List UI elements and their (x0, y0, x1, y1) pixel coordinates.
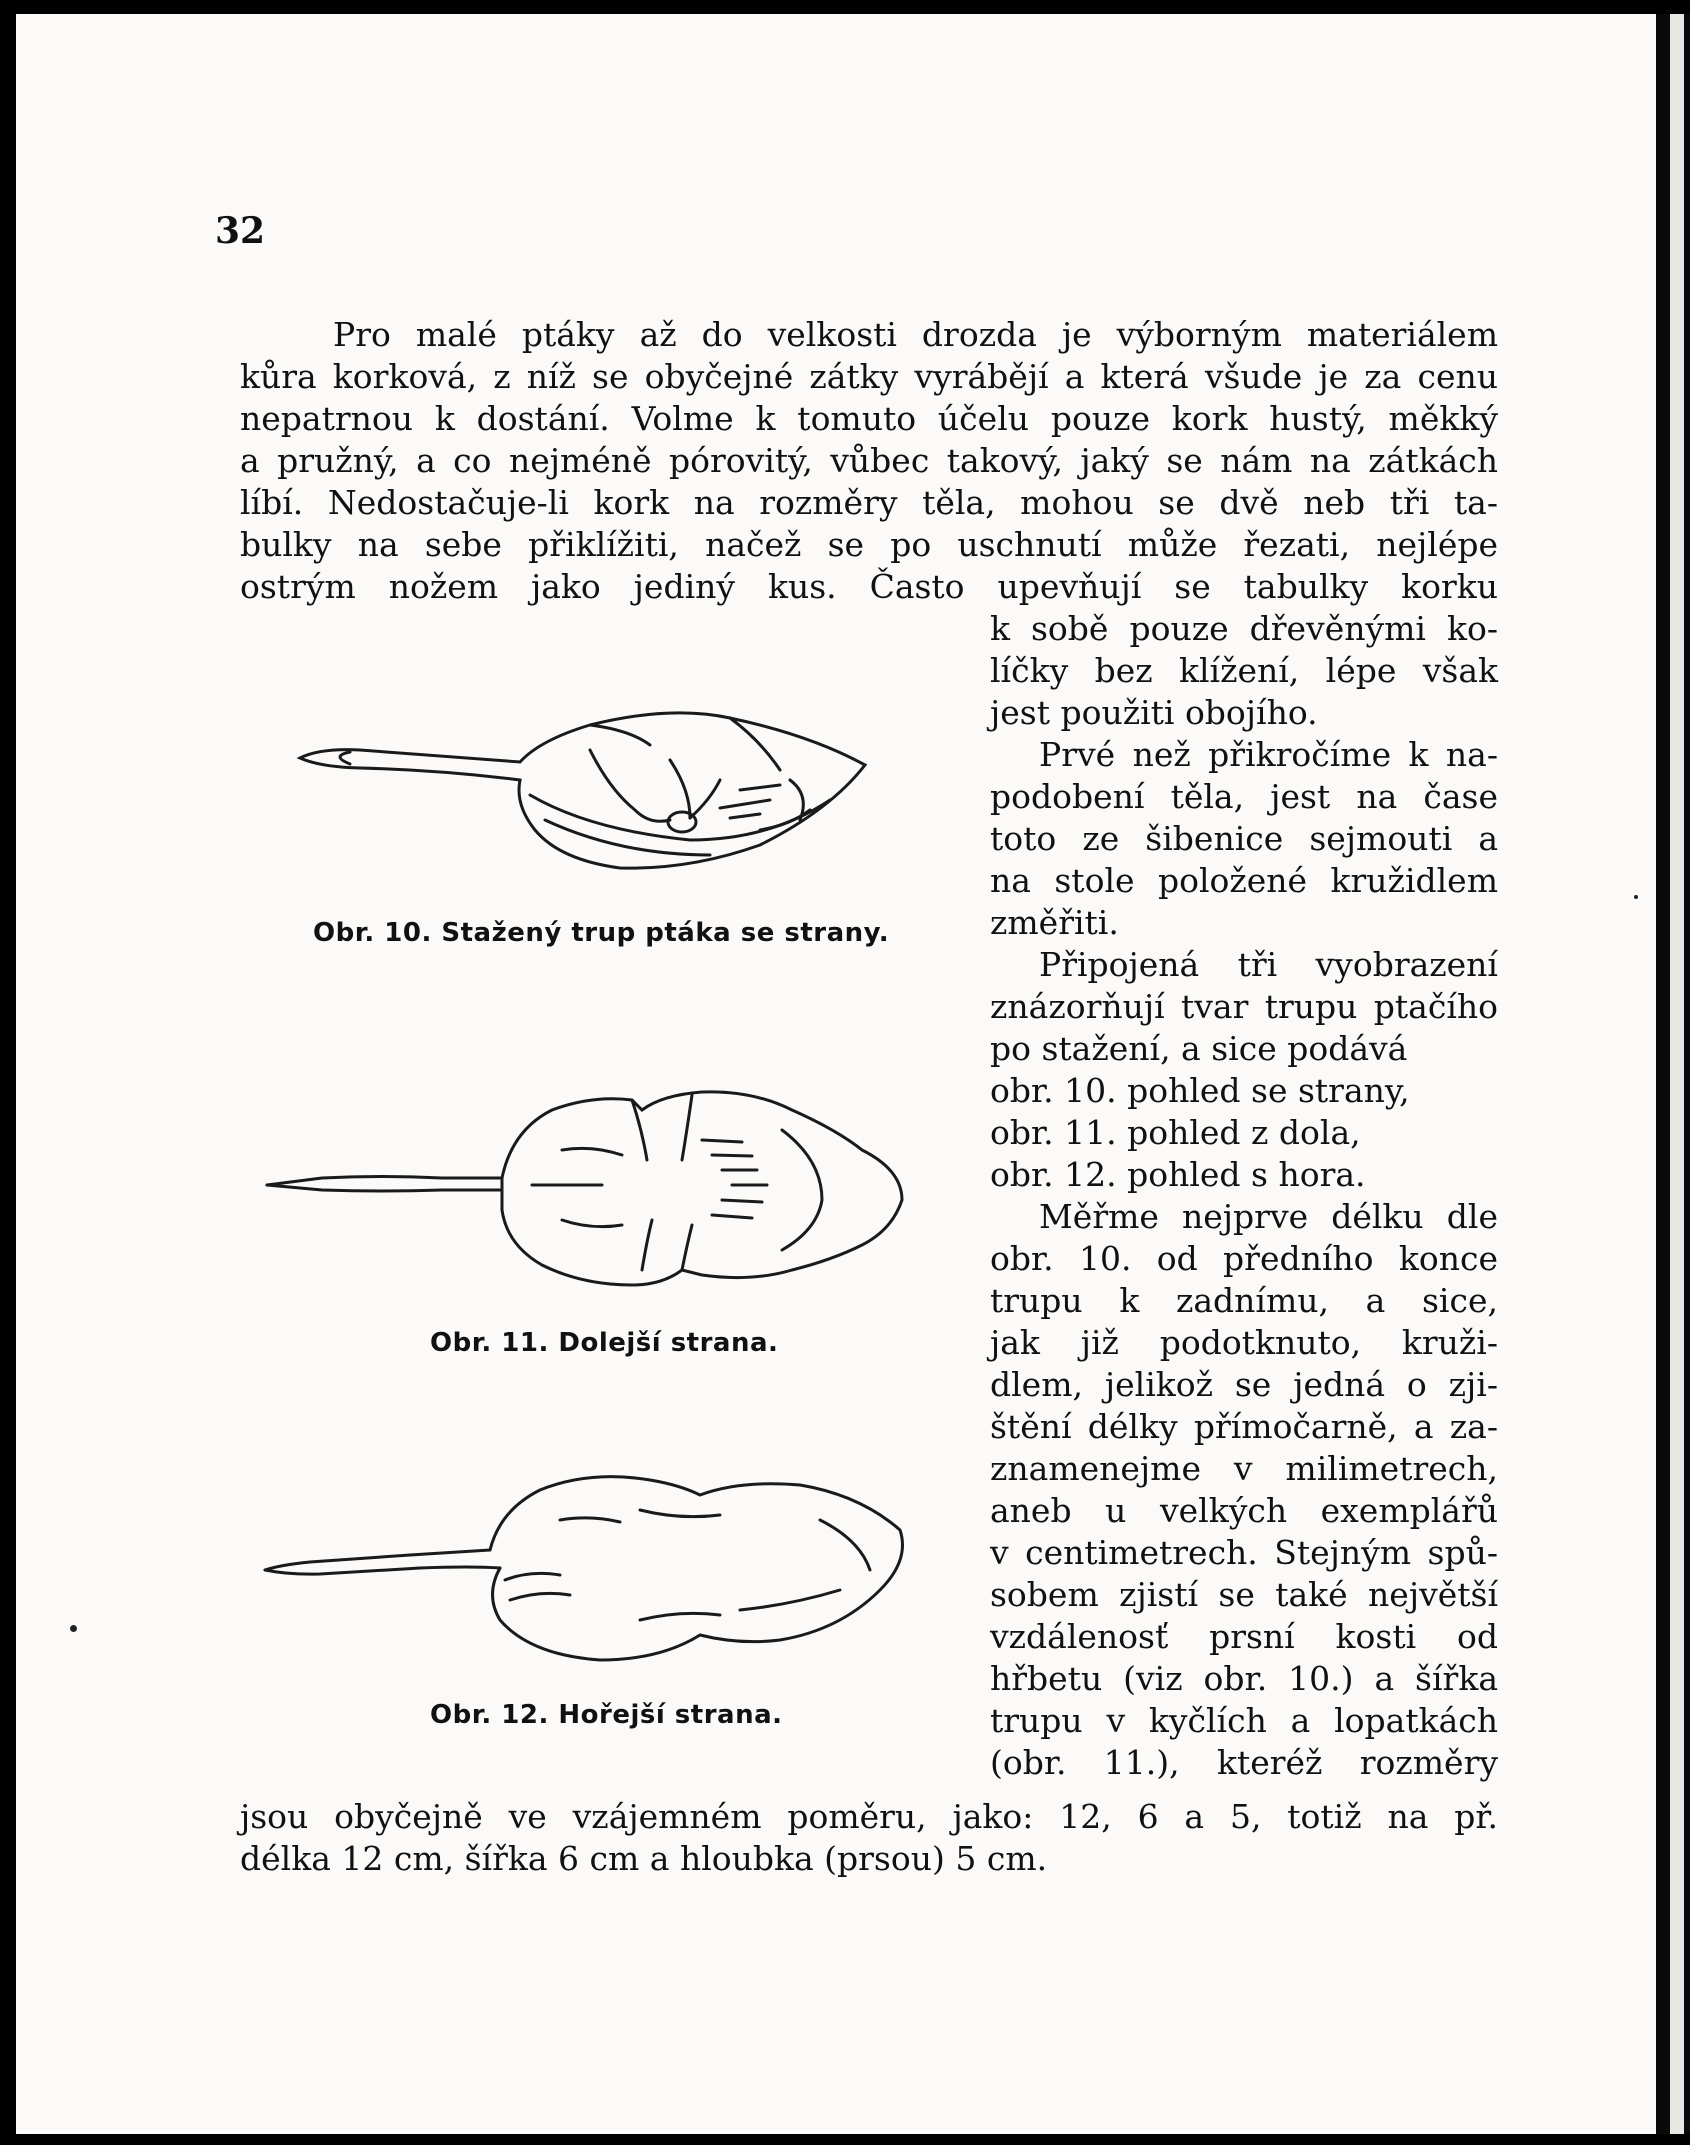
text-line: znamenejme v milimetrech, (990, 1449, 1498, 1488)
figure-11-illustration (262, 1070, 922, 1310)
text-line: změřiti. (990, 903, 1119, 942)
figure-12-illustration (260, 1450, 920, 1680)
text-line: podobení těla, jest na čase (990, 777, 1498, 816)
right-column (990, 608, 1498, 1784)
text-line: nepatrnou k dostání. Volme k tomuto účelu pouze kork hustý, měkký (240, 399, 1498, 438)
figure-11-caption: Obr. 11. Dolejší strana. (430, 1328, 779, 1358)
ink-speck (70, 1625, 77, 1632)
text-line: obr. 12. pohled s hora. (990, 1155, 1366, 1194)
text-line: na stole položené kružidlem (990, 861, 1498, 900)
text-line: bulky na sebe přiklížiti, načež se po uschnutí může řezati, nejlépe (240, 525, 1498, 564)
text-line: kůra korková, z níž se obyčejné zátky vyrábějí a která všude je za cenu (240, 357, 1498, 396)
text-line: po stažení, a sice podává (990, 1029, 1408, 1068)
text-line: líčky bez klížení, lépe však (990, 651, 1498, 690)
ink-speck (1634, 895, 1638, 899)
text-line: trupu k zadnímu, a sice, (990, 1281, 1498, 1320)
text-line: a pružný, a co nejméně pórovitý, vůbec takový, jaký se nám na zátkách (240, 441, 1498, 480)
text-line: obr. 10. od předního konce (990, 1239, 1498, 1278)
text-line: ostrým nožem jako jediný kus. Často upevňují se tabulky korku (240, 567, 1498, 606)
text-line: trupu v kyčlích a lopatkách (990, 1701, 1498, 1740)
text-line: znázorňují tvar trupu ptačího (990, 987, 1498, 1026)
text-line: jsou obyčejně ve vzájemném poměru, jako: 12, 6 a 5, totiž na př. (240, 1797, 1498, 1836)
text-line: líbí. Nedostačuje-li kork na rozměry těla, mohou se dvě neb tři ta- (240, 483, 1498, 522)
text-line: vzdálenosť prsní kosti od (990, 1617, 1498, 1656)
text-line: délka 12 cm, šířka 6 cm a hloubka (prsou) 5 cm. (240, 1839, 1048, 1878)
top-paragraph (240, 314, 1498, 608)
next-page-edge (1670, 14, 1684, 2134)
text-line: k sobě pouze dřevěnými ko- (990, 609, 1498, 648)
text-line: dlem, jelikož se jedná o zji- (990, 1365, 1498, 1404)
text-line: jak již podotknuto, kruži- (990, 1323, 1498, 1362)
page-number: 32 (215, 210, 266, 252)
text-line: obr. 10. pohled se strany, (990, 1071, 1410, 1110)
text-line: hřbetu (viz obr. 10.) a šířka (990, 1659, 1498, 1698)
text-line: toto ze šibenice sejmouti a (990, 819, 1498, 858)
text-line: štění délky přímočarně, a za- (990, 1407, 1498, 1446)
text-line: obr. 11. pohled z dola, (990, 1113, 1361, 1152)
text-line: Pro malé ptáky až do velkosti drozda je výborným materiálem (333, 315, 1498, 354)
text-line: Připojená tři vyobrazení (1039, 945, 1498, 984)
text-line: (obr. 11.), kteréž rozměry (990, 1743, 1498, 1782)
text-line: sobem zjistí se také největší (990, 1575, 1498, 1614)
bottom-paragraph (240, 1796, 1498, 1880)
figure-10-caption: Obr. 10. Stažený trup ptáka se strany. (313, 918, 890, 948)
figure-12-caption: Obr. 12. Hořejší strana. (430, 1700, 783, 1730)
figure-10-illustration (290, 700, 880, 890)
text-line: v centimetrech. Stejným spů- (990, 1533, 1498, 1572)
text-line: jest použiti obojího. (990, 693, 1318, 732)
text-line: Měřme nejprve délku dle (1039, 1197, 1498, 1236)
text-line: Prvé než přikročíme k na- (1039, 735, 1498, 774)
text-line: aneb u velkých exemplářů (990, 1491, 1498, 1530)
